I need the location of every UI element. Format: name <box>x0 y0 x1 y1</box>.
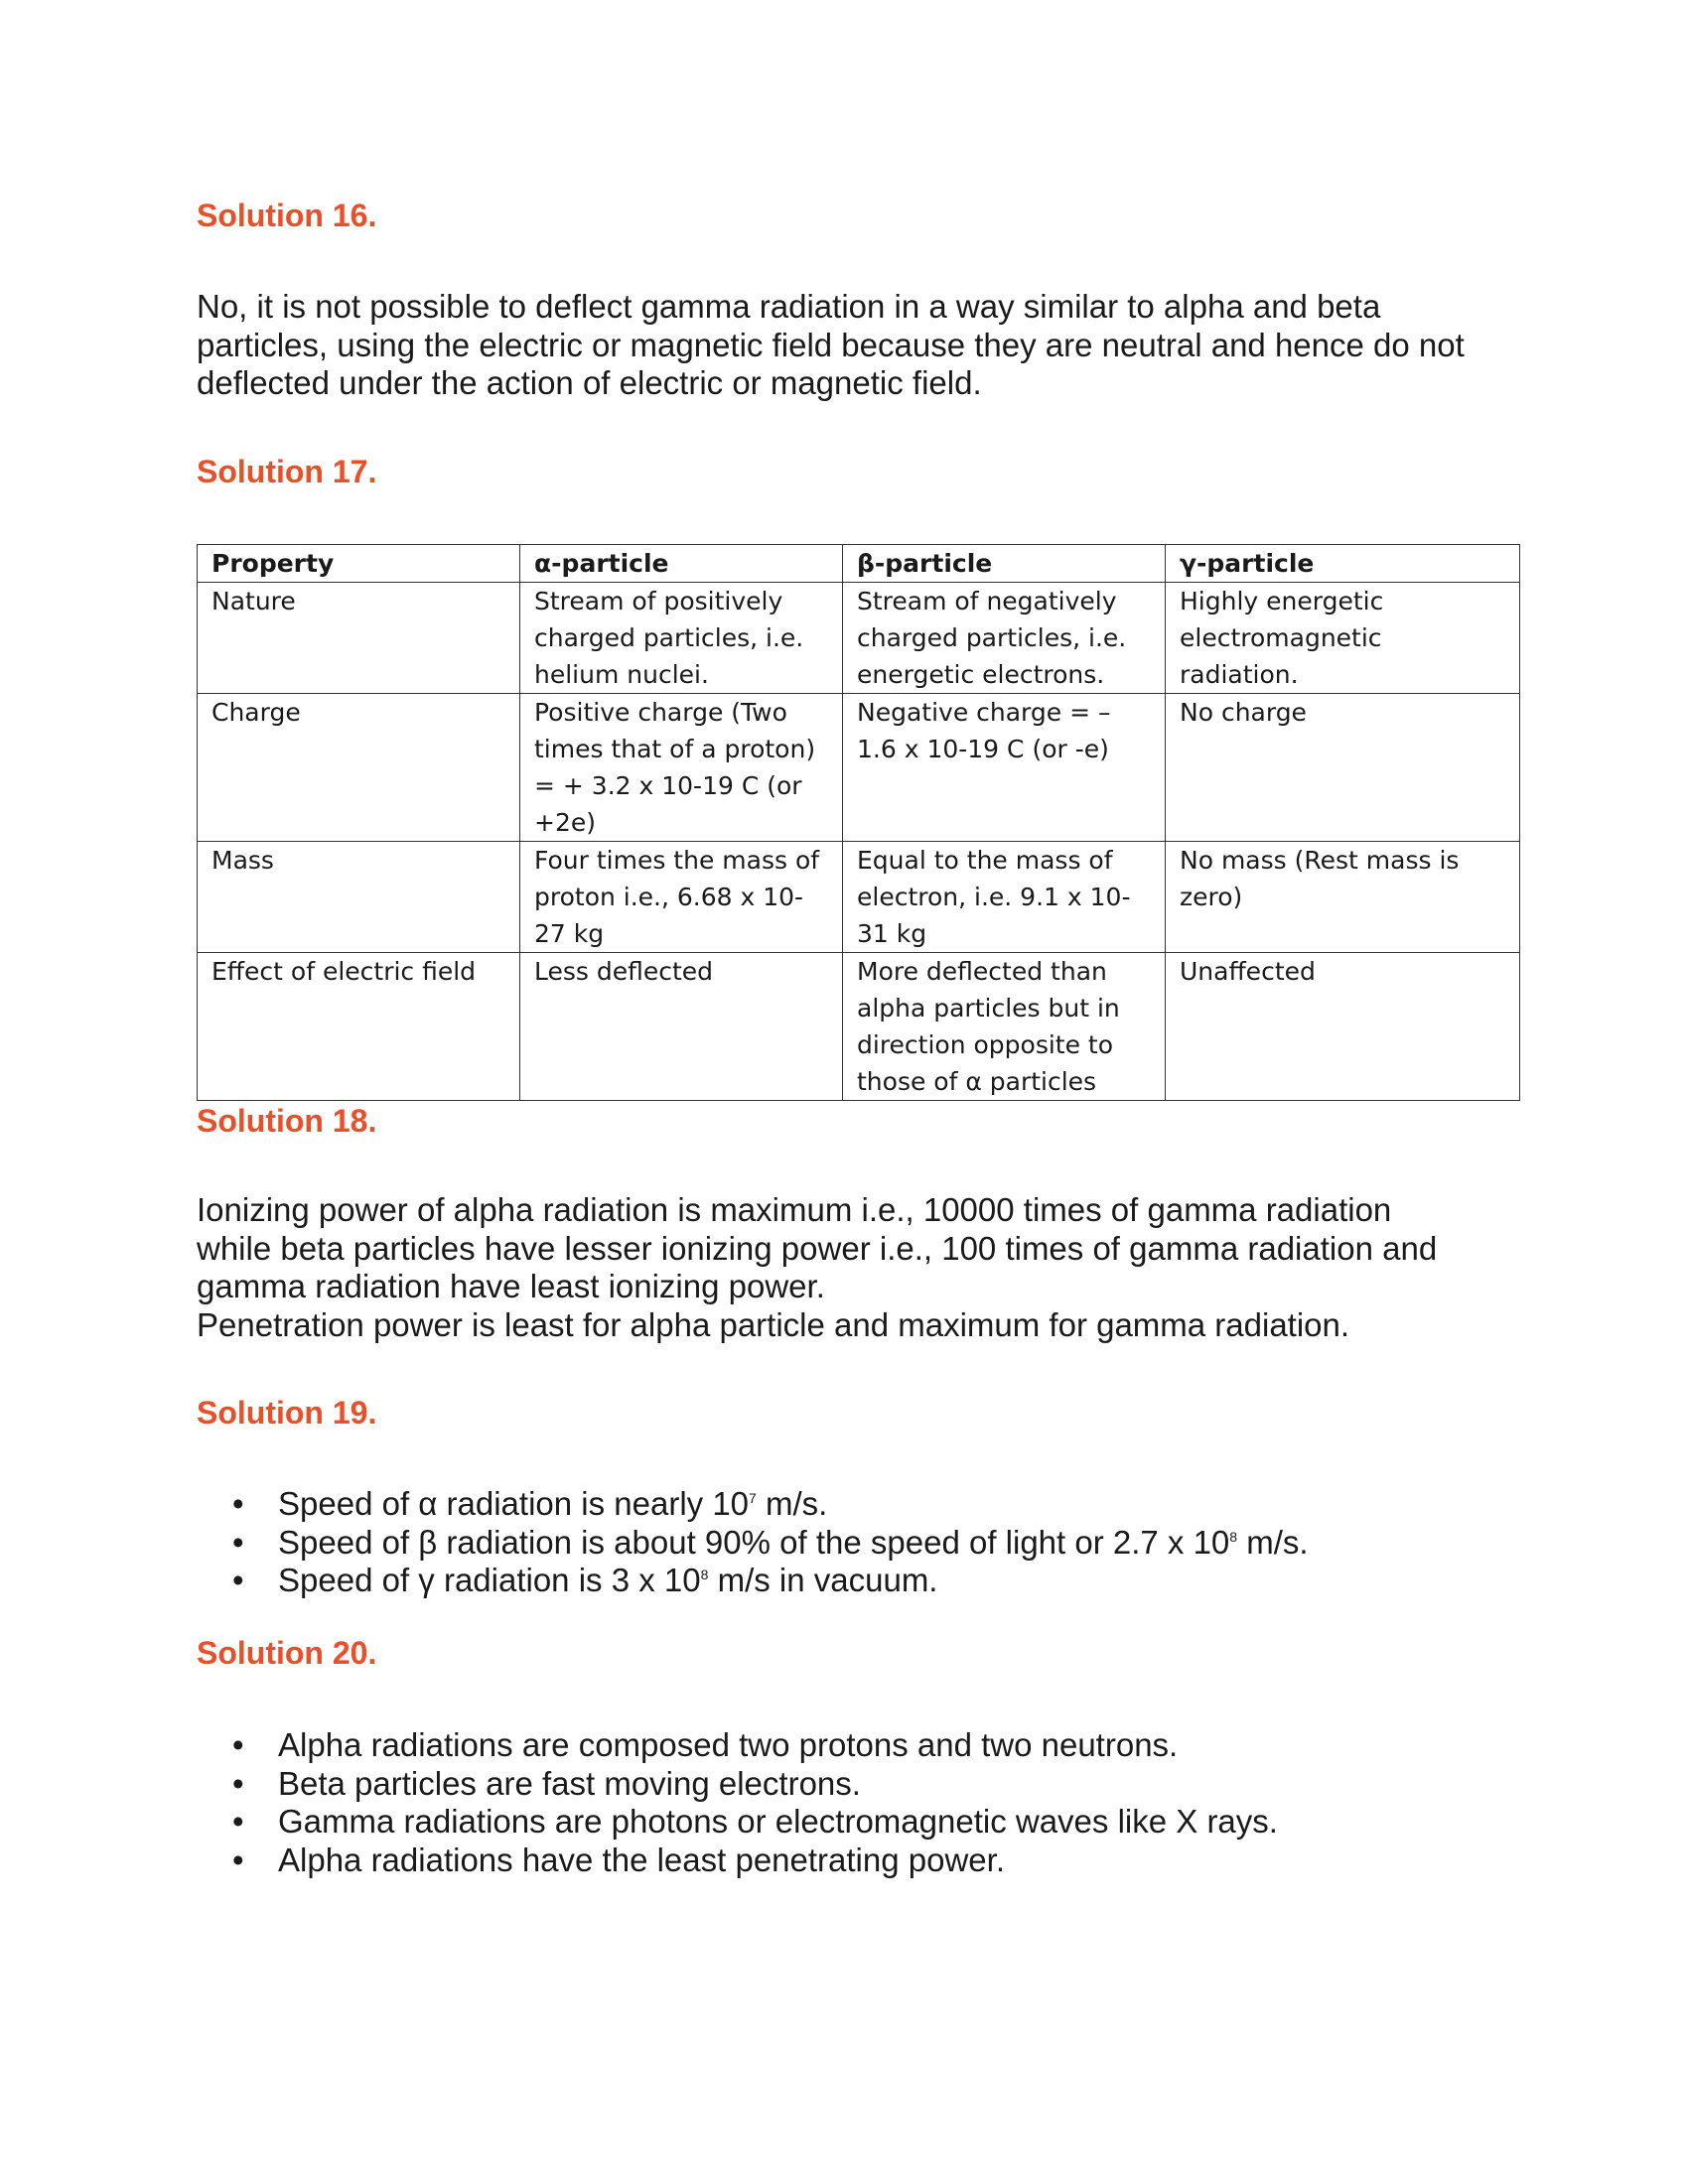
cell-beta: Stream of negatively charged particles, i.e. energetic electrons. <box>843 583 1166 694</box>
solution-18-line: gamma radiation have least ionizing power. <box>197 1268 825 1304</box>
cell-beta: Negative charge = – 1.6 x 10-19 C (or -e) <box>843 694 1166 842</box>
list-item-text: Speed of α radiation is nearly $10^7$ m/s. <box>278 1485 828 1522</box>
bullet-icon: • <box>232 1562 244 1598</box>
header-gamma: γ-particle <box>1166 545 1520 583</box>
cell-property: Nature <box>198 583 520 694</box>
cell-property: Mass <box>198 842 520 953</box>
list-item-text: Beta particles are fast moving electrons. <box>278 1764 861 1802</box>
solution-19-heading: Solution 19. <box>197 1395 377 1431</box>
cell-beta: More deflected than alpha particles but in direction opposite to those of α particles <box>843 953 1166 1101</box>
bullet-icon: • <box>232 1523 244 1561</box>
cell-alpha: Stream of positively charged particles, i.e. helium nuclei. <box>520 583 843 694</box>
list-item <box>197 1562 1527 1600</box>
solution-19-list <box>197 1485 1527 1600</box>
bullet-icon: • <box>232 1803 244 1840</box>
solution-16-line: No, it is not possible to deflect gamma radiation in a way similar to alpha and beta <box>197 288 1381 325</box>
cell-gamma: Highly energetic electromagnetic radiation. <box>1166 583 1520 694</box>
list-item <box>197 1485 1527 1524</box>
cell-gamma: Unaffected <box>1166 953 1520 1101</box>
solution-20-heading: Solution 20. <box>197 1635 377 1671</box>
list-item-text: Gamma radiations are photons or electromagnetic waves like X rays. <box>278 1803 1278 1840</box>
list-item <box>197 1803 1527 1842</box>
table-header-row <box>198 545 1520 583</box>
list-item <box>197 1524 1527 1563</box>
solution-16-body <box>197 288 1527 403</box>
particle-properties-table <box>197 544 1520 1101</box>
header-alpha: α-particle <box>520 545 843 583</box>
solution-18-body <box>197 1191 1527 1344</box>
bullet-icon: • <box>232 1764 244 1802</box>
bullet-icon: • <box>232 1726 244 1763</box>
cell-gamma: No charge <box>1166 694 1520 842</box>
table-row <box>198 694 1520 842</box>
list-item-text: Alpha radiations have the least penetrating power. <box>278 1841 1005 1878</box>
solution-16-line: deflected under the action of electric or magnetic field. <box>197 364 982 401</box>
cell-beta: Equal to the mass of electron, i.e. 9.1 x 10-31 kg <box>843 842 1166 953</box>
solution-17-heading: Solution 17. <box>197 454 377 489</box>
list-item <box>197 1842 1527 1880</box>
cell-gamma: No mass (Rest mass is zero) <box>1166 842 1520 953</box>
table-row <box>198 583 1520 694</box>
table-row <box>198 842 1520 953</box>
solution-18-line: Ionizing power of alpha radiation is maximum i.e., 10000 times of gamma radiation <box>197 1191 1392 1228</box>
list-item-text: Alpha radiations are composed two protons and two neutrons. <box>278 1726 1179 1763</box>
header-beta: β-particle <box>843 545 1166 583</box>
list-item-text: Speed of β radiation is about 90% of the speed of light or 2.7 x $10^8$ m/s. <box>278 1523 1309 1561</box>
solution-18-line: while beta particles have lesser ionizing power i.e., 100 times of gamma radiation and <box>197 1229 1438 1267</box>
cell-alpha: Positive charge (Two times that of a proton) = + 3.2 x 10-19 C (or +2e) <box>520 694 843 842</box>
cell-property: Effect of electric field <box>198 953 520 1101</box>
table-row <box>198 953 1520 1101</box>
list-item <box>197 1765 1527 1804</box>
header-property: Property <box>198 545 520 583</box>
list-item <box>197 1726 1527 1765</box>
cell-property: Charge <box>198 694 520 842</box>
solution-20-list <box>197 1726 1527 1879</box>
solution-16-heading: Solution 16. <box>197 198 377 233</box>
bullet-icon: • <box>232 1841 244 1878</box>
bullet-icon: • <box>232 1485 244 1522</box>
solution-16-line: particles, using the electric or magnetic field because they are neutral and hence do not <box>197 326 1465 363</box>
solution-18-line: Penetration power is least for alpha particle and maximum for gamma radiation. <box>197 1305 1350 1343</box>
solution-18-heading: Solution 18. <box>197 1103 377 1139</box>
cell-alpha: Four times the mass of proton i.e., 6.68 x 10-27 kg <box>520 842 843 953</box>
list-item-text: Speed of γ radiation is 3 x $10^8$ m/s in vacuum. <box>278 1562 938 1598</box>
cell-alpha: Less deflected <box>520 953 843 1101</box>
